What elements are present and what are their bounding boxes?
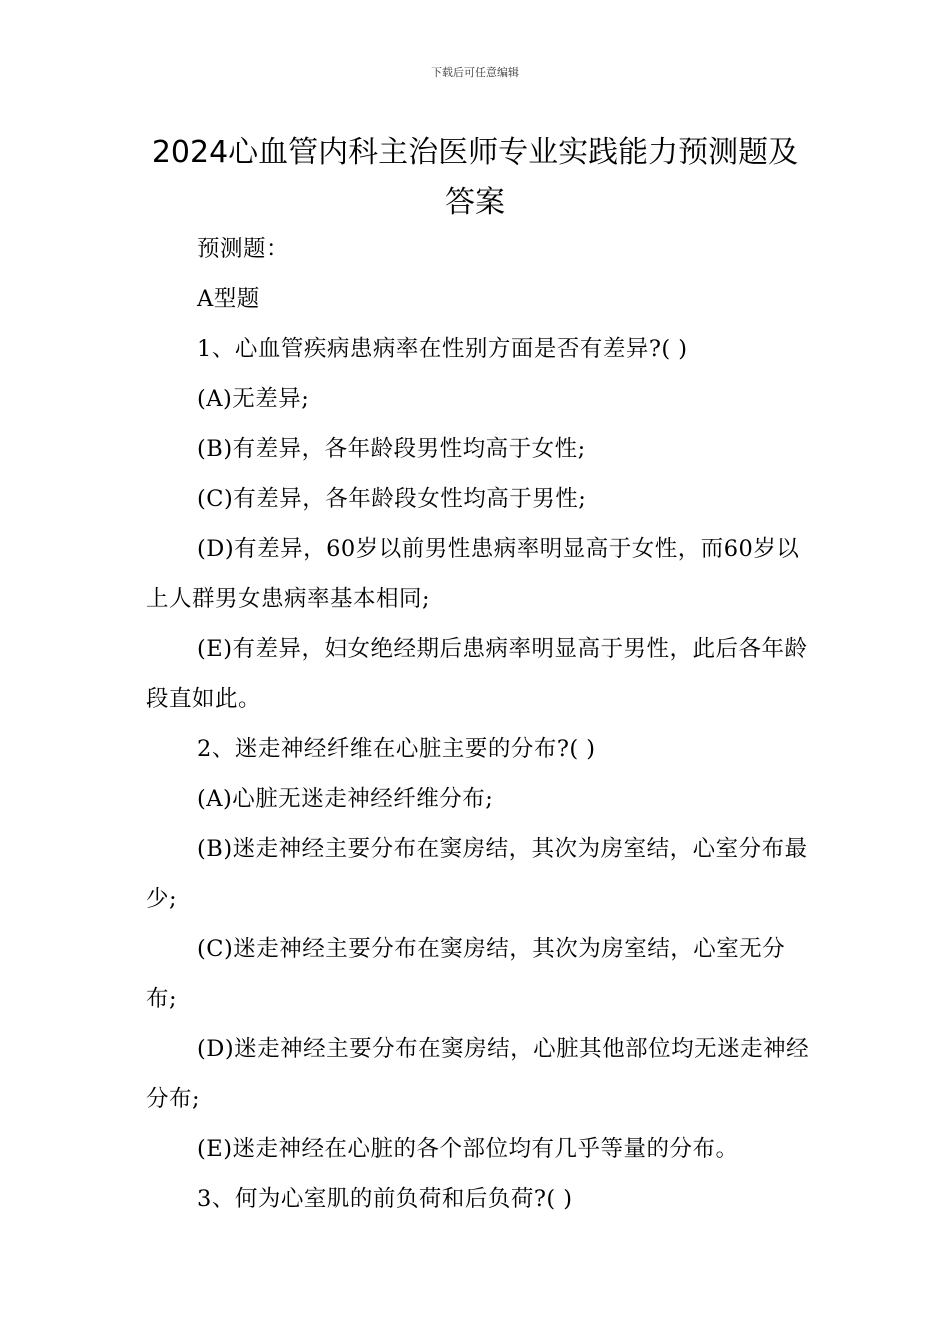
q1-option-c: (C)有差异，各年龄段女性均高于男性; bbox=[197, 486, 587, 512]
section-label: 预测题： bbox=[197, 236, 290, 262]
q1-option-a: (A)无差异; bbox=[197, 386, 310, 412]
q2-option-e: (E)迷走神经在心脏的各个部位均有几乎等量的分布。 bbox=[197, 1136, 739, 1162]
q1-option-d: (D)有差异，60岁以前男性患病率明显高于女性，而60岁以上人群男女患病率基本相同; bbox=[146, 536, 800, 612]
question-2: 2、迷走神经纤维在心脏主要的分布?( ) bbox=[197, 736, 596, 762]
question-type-label: A型题 bbox=[197, 286, 260, 312]
document-title: 2024心血管内科主治医师专业实践能力预测题及答案 bbox=[151, 135, 799, 220]
q2-option-c: (C)迷走神经主要分布在窦房结，其次为房室结，心室无分布; bbox=[146, 936, 786, 1012]
q1-option-b: (B)有差异，各年龄段男性均高于女性; bbox=[197, 436, 586, 462]
document-body bbox=[146, 224, 810, 1224]
q2-option-d: (D)迷走神经主要分布在窦房结，心脏其他部位均无迷走神经分布; bbox=[146, 1036, 810, 1112]
header-note: 下载后可任意编辑 bbox=[431, 66, 519, 79]
q1-option-e: (E)有差异，妇女绝经期后患病率明显高于男性，此后各年龄段直如此。 bbox=[146, 636, 808, 712]
q2-option-a: (A)心脏无迷走神经纤维分布; bbox=[197, 786, 494, 812]
q2-option-b: (B)迷走神经主要分布在窦房结，其次为房室结，心室分布最少; bbox=[146, 836, 808, 912]
question-1: 1、心血管疾病患病率在性别方面是否有差异?( ) bbox=[197, 336, 688, 362]
question-3: 3、何为心室肌的前负荷和后负荷?( ) bbox=[197, 1186, 573, 1212]
